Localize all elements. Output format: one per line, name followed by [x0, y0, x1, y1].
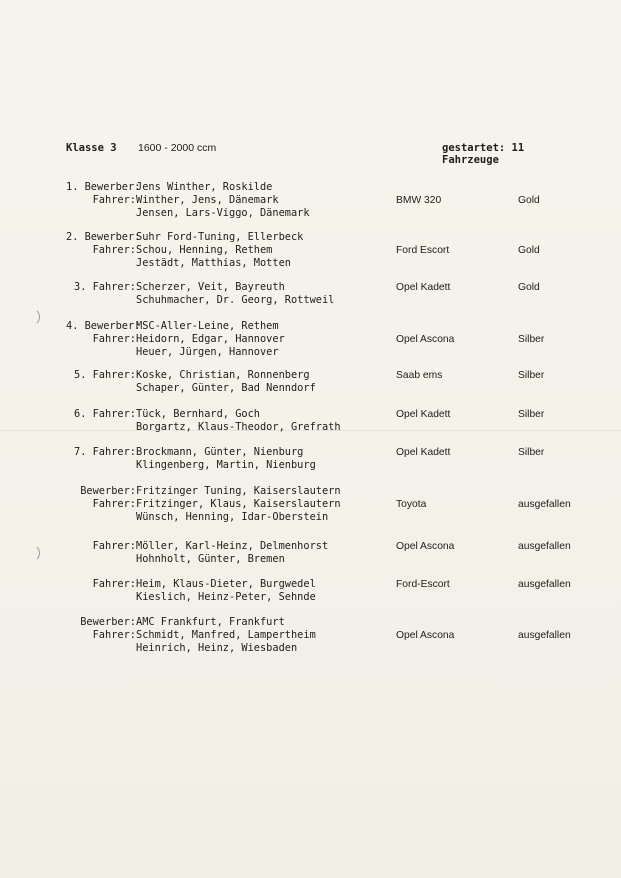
- entry-line: [66, 553, 586, 566]
- entry-car: Opel Kadett: [396, 447, 451, 458]
- entry-person: Kieslich, Heinz-Peter, Sehnde: [136, 591, 316, 603]
- entry-person: MSC-Aller-Leine, Rethem: [136, 320, 279, 332]
- entry-person: Jens Winther, Roskilde: [136, 181, 273, 193]
- displacement-range: 1600 - 2000 ccm: [138, 142, 217, 154]
- entry-line: [66, 369, 586, 382]
- entry-person: Schaper, Günter, Bad Nenndorf: [136, 382, 316, 394]
- entry-label: 6. Fahrer:: [74, 408, 136, 420]
- entry-car: Saab ems: [396, 370, 443, 381]
- entry-line: [66, 294, 586, 307]
- entry-line: [66, 346, 586, 359]
- class-header: [66, 142, 586, 166]
- entry-person: Klingenberg, Martin, Nienburg: [136, 459, 316, 471]
- entry-block: [66, 578, 586, 604]
- entry-line: [66, 616, 586, 629]
- entry-line: [66, 421, 586, 434]
- entry-block: [66, 181, 586, 220]
- entry-label: Fahrer:: [92, 244, 136, 256]
- entry-result: ausgefallen: [518, 541, 571, 552]
- entry-person: Heidorn, Edgar, Hannover: [136, 333, 285, 345]
- entry-block: [66, 369, 586, 395]
- entry-result: Silber: [518, 409, 545, 420]
- entry-result: ausgefallen: [518, 630, 571, 641]
- entry-block: [66, 231, 586, 270]
- entry-result: Silber: [518, 370, 545, 381]
- entry-line: [66, 333, 586, 346]
- entry-label: 2. Bewerber:: [66, 231, 141, 243]
- entry-car: Opel Ascona: [396, 541, 455, 552]
- entry-line: [66, 629, 586, 642]
- entry-person: Heim, Klaus-Dieter, Burgwedel: [136, 578, 316, 590]
- entry-person: Tück, Bernhard, Goch: [136, 408, 260, 420]
- entry-label: Fahrer:: [92, 540, 136, 552]
- entry-label: Bewerber:: [80, 485, 136, 497]
- entry-line: [66, 207, 586, 220]
- entry-label: Fahrer:: [92, 498, 136, 510]
- entry-label: Bewerber:: [80, 616, 136, 628]
- entry-block: [66, 281, 586, 307]
- entry-person: Winther, Jens, Dänemark: [136, 194, 279, 206]
- entry-line: [66, 281, 586, 294]
- entry-car: Opel Ascona: [396, 334, 455, 345]
- punch-hole-mark: [22, 544, 40, 562]
- entry-label: 1. Bewerber:: [66, 181, 141, 193]
- entry-block: [66, 616, 586, 655]
- entry-line: [66, 181, 586, 194]
- entry-car: Opel Kadett: [396, 409, 451, 420]
- entry-result: Silber: [518, 334, 545, 345]
- class-label: Klasse 3: [66, 142, 117, 154]
- entry-person: Möller, Karl-Heinz, Delmenhorst: [136, 540, 329, 552]
- entry-block: [66, 540, 586, 566]
- entry-line: [66, 194, 586, 207]
- entry-label: 7. Fahrer:: [74, 446, 136, 458]
- entry-result: Gold: [518, 195, 540, 206]
- entry-block: [66, 320, 586, 359]
- entry-car: Opel Ascona: [396, 630, 455, 641]
- entry-person: Fritzinger, Klaus, Kaiserslautern: [136, 498, 341, 510]
- entry-line: [66, 459, 586, 472]
- entry-person: Jensen, Lars-Viggo, Dänemark: [136, 207, 310, 219]
- entry-result: ausgefallen: [518, 499, 571, 510]
- entry-person: Koske, Christian, Ronnenberg: [136, 369, 310, 381]
- punch-hole-mark: [22, 308, 40, 326]
- entry-person: Schuhmacher, Dr. Georg, Rottweil: [136, 294, 335, 306]
- entry-result: Silber: [518, 447, 545, 458]
- entry-label: Fahrer:: [92, 629, 136, 641]
- entry-result: Gold: [518, 282, 540, 293]
- entry-person: Brockmann, Günter, Nienburg: [136, 446, 304, 458]
- vehicles-started: gestartet: 11 Fahrzeuge: [442, 142, 525, 166]
- entry-label: 4. Bewerber:: [66, 320, 141, 332]
- entry-line: [66, 578, 586, 591]
- entry-label: Fahrer:: [92, 194, 136, 206]
- entry-line: [66, 244, 586, 257]
- entry-person: Suhr Ford-Tuning, Ellerbeck: [136, 231, 304, 243]
- entry-line: [66, 446, 586, 459]
- entry-line: [66, 320, 586, 333]
- entry-block: [66, 446, 586, 472]
- entry-block: [66, 408, 586, 434]
- entry-line: [66, 408, 586, 421]
- entry-result: ausgefallen: [518, 579, 571, 590]
- entry-car: BMW 320: [396, 195, 442, 206]
- entry-label: Fahrer:: [92, 333, 136, 345]
- entry-line: [66, 591, 586, 604]
- entry-person: Schou, Henning, Rethem: [136, 244, 273, 256]
- entry-person: Schmidt, Manfred, Lampertheim: [136, 629, 316, 641]
- entry-car: Ford Escort: [396, 245, 450, 256]
- entry-line: [66, 498, 586, 511]
- entry-person: Wünsch, Henning, Idar-Oberstein: [136, 511, 329, 523]
- entry-line: [66, 231, 586, 244]
- entry-line: [66, 485, 586, 498]
- entry-car: Toyota: [396, 499, 427, 510]
- entry-label: 5. Fahrer:: [74, 369, 136, 381]
- entry-line: [66, 257, 586, 270]
- entry-person: Scherzer, Veit, Bayreuth: [136, 281, 285, 293]
- entry-line: [66, 540, 586, 553]
- entry-block: [66, 485, 586, 524]
- entry-result: Gold: [518, 245, 540, 256]
- entry-label: Fahrer:: [92, 578, 136, 590]
- entry-person: Jestädt, Matthias, Motten: [136, 257, 291, 269]
- entry-person: Fritzinger Tuning, Kaiserslautern: [136, 485, 341, 497]
- entry-person: Heinrich, Heinz, Wiesbaden: [136, 642, 298, 654]
- entry-line: [66, 382, 586, 395]
- entry-line: [66, 511, 586, 524]
- entry-line: [66, 642, 586, 655]
- entry-car: Opel Kadett: [396, 282, 451, 293]
- entry-person: Hohnholt, Günter, Bremen: [136, 553, 285, 565]
- entry-person: Borgartz, Klaus-Theodor, Grefrath: [136, 421, 341, 433]
- entry-person: Heuer, Jürgen, Hannover: [136, 346, 279, 358]
- entry-car: Ford-Escort: [396, 579, 450, 590]
- entry-person: AMC Frankfurt, Frankfurt: [136, 616, 285, 628]
- entry-label: 3. Fahrer:: [74, 281, 136, 293]
